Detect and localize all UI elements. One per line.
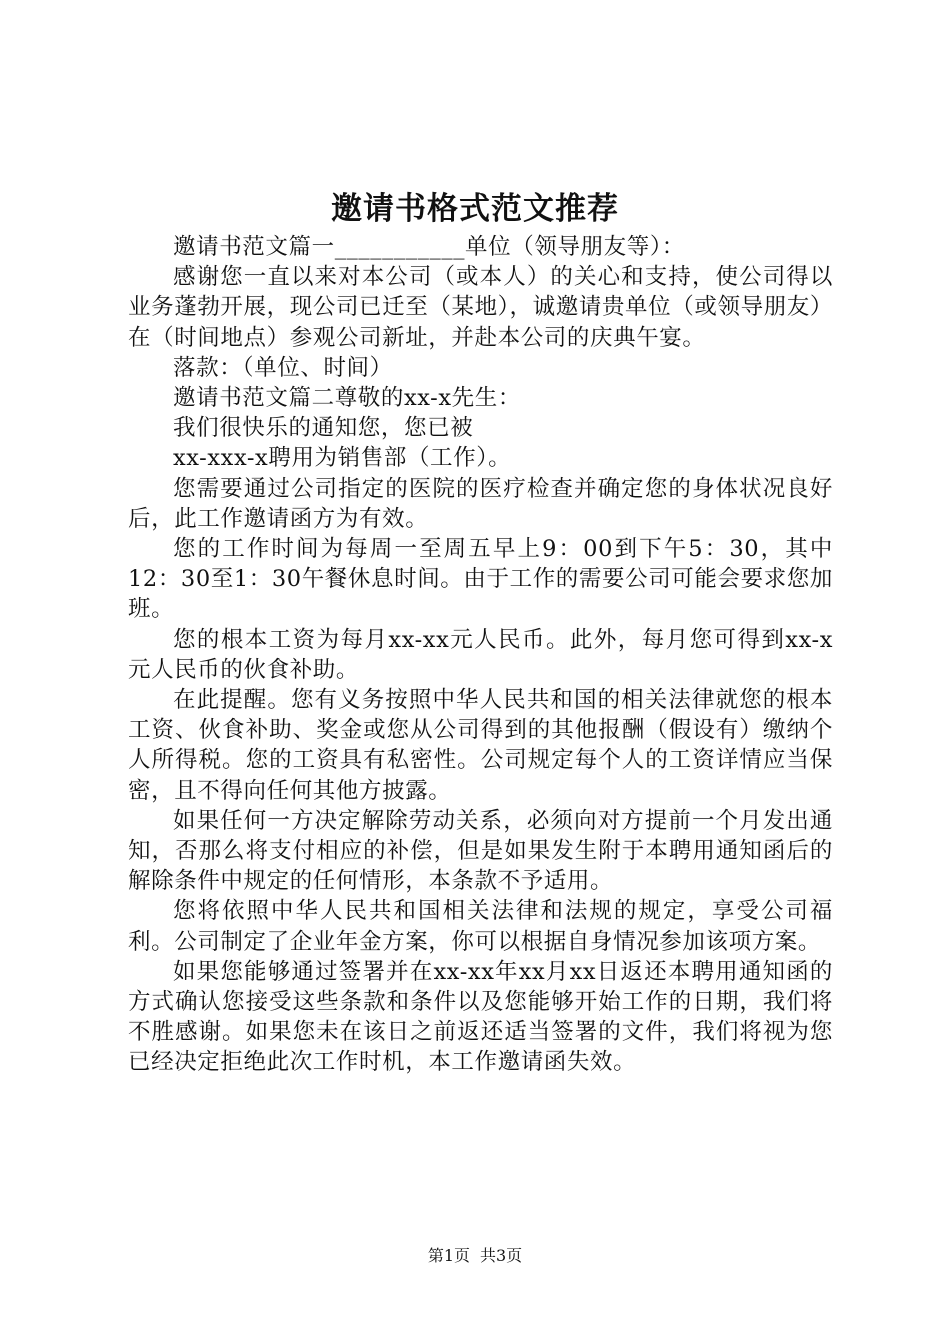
paragraph-notice: 我们很快乐的通知您，您已被 bbox=[173, 415, 474, 442]
document-title: 邀请书格式范文推荐 bbox=[331, 191, 619, 227]
paragraph-tax: 在此提醒。您有义务按照中华人民共和国的相关法律就您的根本工资、伙食补助、奖金或您从公司得到的其他报酬（假设有）缴纳个人所得税。您的工资具有私密性。公司规定每个人的工资详情应当保密，且不得向任何其他方披露。 bbox=[128, 687, 833, 804]
paragraph-thanks: 感谢您一直以来对本公司（或本人）的关心和支持，使公司得以业务蓬勃开展，现公司已迁至（某地），诚邀请贵单位（或领导朋友）在（时间地点）参观公司新址，并赴本公司的庆典午宴。 bbox=[128, 264, 833, 351]
paragraph-salary: 您的根本工资为每月xx-xx元人民币。此外，每月您可得到xx-x元人民币的伙食补助。 bbox=[128, 626, 833, 683]
page-footer bbox=[0, 1245, 950, 1267]
page-total: 共3页 bbox=[480, 1246, 523, 1265]
paragraph-hired: xx-xxx-x聘用为销售部（工作）。 bbox=[173, 445, 512, 472]
paragraph-confirmation: 如果您能够通过签署并在xx-xx年xx月xx日返还本聘用通知函的方式确认您接受这些条款和条件以及您能够开始工作的日期，我们将不胜感谢。如果您未在该日之前返还适当签署的文件，我们将视为您已经决定拒绝此次工作时机，本工作邀请函失效。 bbox=[128, 958, 833, 1076]
paragraph-salutation-2: 邀请书范文篇二尊敬的xx-x先生： bbox=[173, 385, 521, 412]
paragraph-medical-check: 您需要通过公司指定的医院的医疗检查并确定您的身体状况良好后，此工作邀请函方为有效。 bbox=[128, 475, 833, 532]
paragraph-benefits: 您将依照中华人民共和国相关法律和法规的规定，享受公司福利。公司制定了企业年金方案，你可以根据自身情况参加该项方案。 bbox=[128, 898, 833, 955]
paragraph-termination: 如果任何一方决定解除劳动关系，必须向对方提前一个月发出通知，否那么将支付相应的补偿，但是如果发生附于本聘用通知函后的解除条件中规定的任何情形，本条款不予适用。 bbox=[128, 807, 833, 895]
page-number: 第1页 bbox=[427, 1246, 470, 1265]
paragraph-signature: 落款：（单位、时间） bbox=[173, 354, 393, 381]
document-body bbox=[128, 232, 833, 1078]
paragraph-work-hours: 您的工作时间为每周一至周五早上9：00到下午5：30，其中12：30至1：30午餐休息时间。由于工作的需要公司可能会要求您加班。 bbox=[128, 536, 834, 623]
paragraph-salutation-1: 邀请书范文篇一___________单位（领导朋友等）： bbox=[173, 234, 685, 260]
